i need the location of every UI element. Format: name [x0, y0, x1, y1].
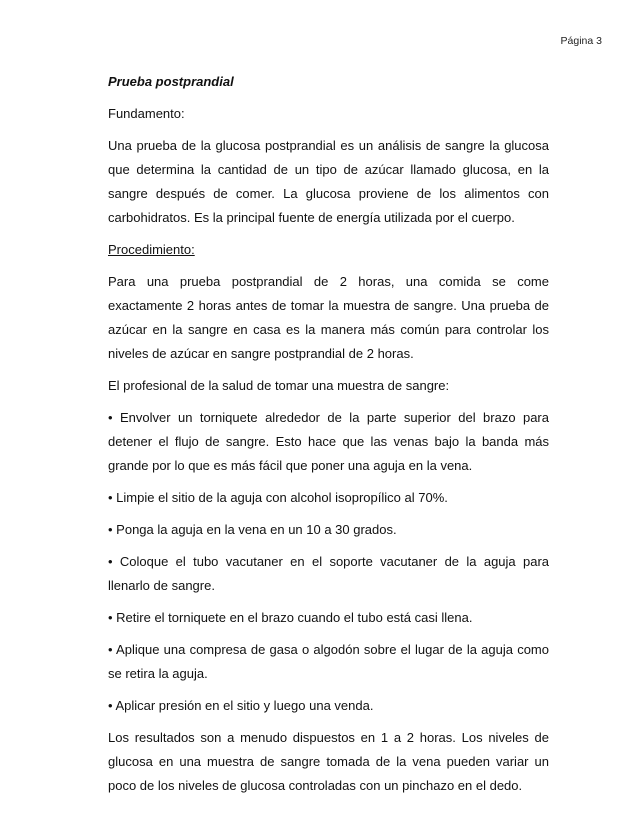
bullet-remove-tourniquet: • Retire el torniquete en el brazo cuando el tubo está casi llena. [108, 610, 473, 625]
procedimiento-heading: Procedimiento: [108, 242, 195, 257]
paragraph-intro: Para una prueba postprandial de 2 horas, una comida se come exactamente 2 horas antes de tomar la muestra de sangre. Una prueba de azúcar en la sangre en casa es la manera más común para controlar los niveles de azúcar en sangre postprandial de 2 horas. [108, 274, 549, 361]
document-body [108, 70, 549, 806]
bullet-clean-site: • Limpie el sitio de la aguja con alcohol isopropílico al 70%. [108, 490, 448, 505]
bullet-insert-needle: • Ponga la aguja en la vena en un 10 a 30 grados. [108, 522, 397, 537]
bullet-tourniquet: • Envolver un torniquete alrededor de la parte superior del brazo para detener el flujo de sangre. Esto hace que las venas bajo la banda más grande por lo que es más fácil que poner una aguja en la vena. [108, 410, 549, 473]
page-number: Página 3 [560, 35, 602, 47]
document-title: Prueba postprandial [108, 74, 234, 89]
fundamento-heading: Fundamento: [108, 106, 185, 121]
bullet-apply-pressure: • Aplicar presión en el sitio y luego una venda. [108, 698, 374, 713]
bullet-apply-gauze: • Aplique una compresa de gasa o algodón sobre el lugar de la aguja como se retira la aguja. [108, 642, 549, 681]
bullet-vacutainer: • Coloque el tubo vacutaner en el soporte vacutaner de la aguja para llenarlo de sangre. [108, 554, 549, 593]
paragraph-professional: El profesional de la salud de tomar una muestra de sangre: [108, 378, 450, 393]
fundamento-paragraph: Una prueba de la glucosa postprandial es un análisis de sangre la glucosa que determina la cantidad de un tipo de azúcar llamado glucosa, en la sangre después de comer. La glucosa proviene de los alimentos con carbohidratos. Es la principal fuente de energía utilizada por el cuerpo. [108, 138, 549, 225]
paragraph-results: Los resultados son a menudo dispuestos en 1 a 2 horas. Los niveles de glucosa en una muestra de sangre tomada de la vena pueden variar un poco de los niveles de glucosa controladas con un pinchazo en el dedo. [108, 730, 549, 793]
